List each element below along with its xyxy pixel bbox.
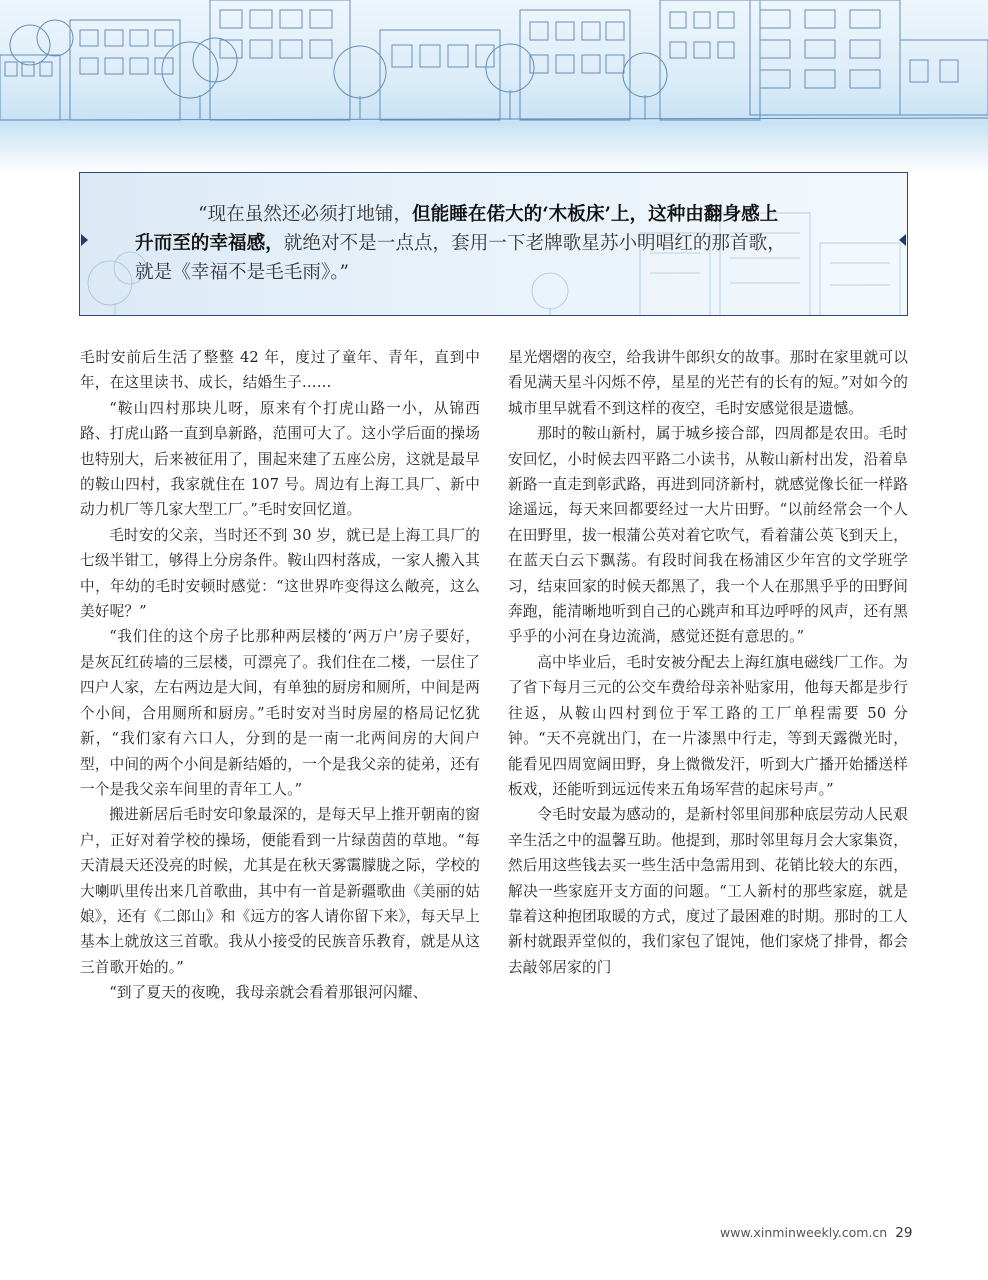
website-url: www.xinminweekly.com.cn [720, 1225, 888, 1240]
paragraph: 毛时安的父亲，当时还不到 30 岁，就已是上海工具厂的七级半钳工，够得上分房条件。鞍山四村落成，一家人搬入其中，年幼的毛时安顿时感觉：“这世界咋变得这么敞亮，这么美好呢？” [80, 526, 480, 621]
paragraph: 毛时安前后生活了整整 42 年，度过了童年、青年，直到中年，在这里读书、成长，结婚生子…… [80, 349, 480, 392]
quote-segment: “现在虽然还必须打地铺， [198, 204, 413, 225]
paragraph: “我们住的这个房子比那种两层楼的‘两万户’房子要好，是灰瓦红砖墙的三层楼，可漂亮了。我们住在二楼，一层住了四户人家，左右两边是大间，有单独的厨房和厕所，中间是两个小间，合用厕所和厨房。”毛时安对当时房屋的格局记忆犹新，“我们家有六口人，分到的是一南一北两间房的大间户型，中间的两个小间是新结婚的，一个是我父亲的徒弟，还有一个是我父亲车间里的青年工人。” [80, 628, 480, 798]
page-number: 29 [895, 1225, 913, 1241]
paragraph: “到了夏天的夜晚，我母亲就会看着那银河闪耀、 [109, 984, 428, 1002]
paragraph: 星光熠熠的夜空，给我讲牛郎织女的故事。那时在家里就可以看见满天星斗闪烁不停，星星的光芒有的长有的短。”对如今的城市里早就看不到这样的夜空，毛时安感觉很是遗憾。 [508, 349, 908, 417]
paragraph: “鞍山四村那块儿呀，原来有个打虎山路一小，从锦西路、打虎山路一直到阜新路，范围可大了。这小学后面的操场也特别大，后来被征用了，围起来建了五座公房，这就是最早的鞍山四村，我家就住在 107 号。周边有上海工具厂、新中动力机厂等几家大型工厂。”毛时安回忆道。 [80, 399, 480, 519]
quote-line-3 [135, 258, 850, 287]
street-sketch-graphic [0, 0, 988, 175]
quote-line-1 [150, 200, 850, 229]
paragraph: 高中毕业后，毛时安被分配去上海红旗电磁线厂工作。为了省下每月三元的公交车费给母亲补贴家用，他每天都是步行往返，从鞍山四村到位于军工路的工厂单程需要 50 分钟。“天不亮就出门，在一片漆黑中行走，等到天露微光时，能看见四周宽阔田野，身上微微发汗，听到大广播开始播送样板戏，还能听到远远传来五角场军营的起床号声。” [508, 653, 908, 798]
quote-bold-segment: 但能睡在偌大的‘木板床’上，这种由翻身感上 [412, 204, 779, 225]
quote-segment: 就绝对不是一点点，套用一下老牌歌星苏小明唱红的那首歌， [283, 233, 786, 254]
quote-left-arrow-icon [81, 234, 88, 246]
quote-segment: 就是《幸福不是毛毛雨》。” [135, 262, 350, 283]
paragraph: 那时的鞍山新村，属于城乡接合部，四周都是农田。毛时安回忆，小时候去四平路二小读书，从鞍山新村出发，沿着阜新路一直走到彰武路，再进到同济新村，就感觉像长征一样路途遥远，每天来回都要经过一大片田野。“以前经常会一个人在田野里，拔一根蒲公英对着它吹气，看着蒲公英飞到天上，在蓝天白云下飘荡。有段时间我在杨浦区少年宫的文学班学习，结束回家的时候天都黑了，我一个人在那黑乎乎的田野间奔跑，能清晰地听到自己的心跳声和耳边呼呼的风声，还有黑乎乎的小河在身边流淌，感觉还挺有意思的。” [508, 425, 908, 646]
article-left-column [80, 345, 480, 1006]
paragraph: 搬进新居后毛时安印象最深的，是每天早上推开朝南的窗户，正好对着学校的操场，便能看到一片绿茵茵的草地。“每天清晨天还没亮的时候，尤其是在秋天雾霭朦胧之际，学校的大喇叭里传出来几首歌曲，其中有一首是新疆歌曲《美丽的姑娘》，还有《二郎山》和《远方的客人请你留下来》，每天早上基本上就放这三首歌。我从小接受的民族音乐教育，就是从这三首歌开始的。” [80, 806, 480, 976]
quote-bold-segment: 升而至的幸福感， [135, 233, 284, 254]
article-right-column [508, 345, 908, 980]
page-footer [720, 1225, 913, 1241]
quote-right-arrow-icon [899, 234, 906, 246]
paragraph: 令毛时安最为感动的，是新村邻里间那种底层劳动人民艰辛生活之中的温馨互助。他提到，那时邻里每月会大家集资，然后用这些钱去买一些生活中急需用到、花销比较大的东西，解决一些家庭开支方面的问题。“工人新村的那些家庭，就是靠着这种抱团取暖的方式，度过了最困难的时期。那时的工人新村就跟弄堂似的，我们家包了馄饨，他们家烧了排骨，都会去敲邻居家的门 [508, 806, 908, 976]
quote-line-2 [135, 229, 850, 258]
pull-quote-text [135, 200, 850, 287]
header-illustration [0, 0, 988, 175]
